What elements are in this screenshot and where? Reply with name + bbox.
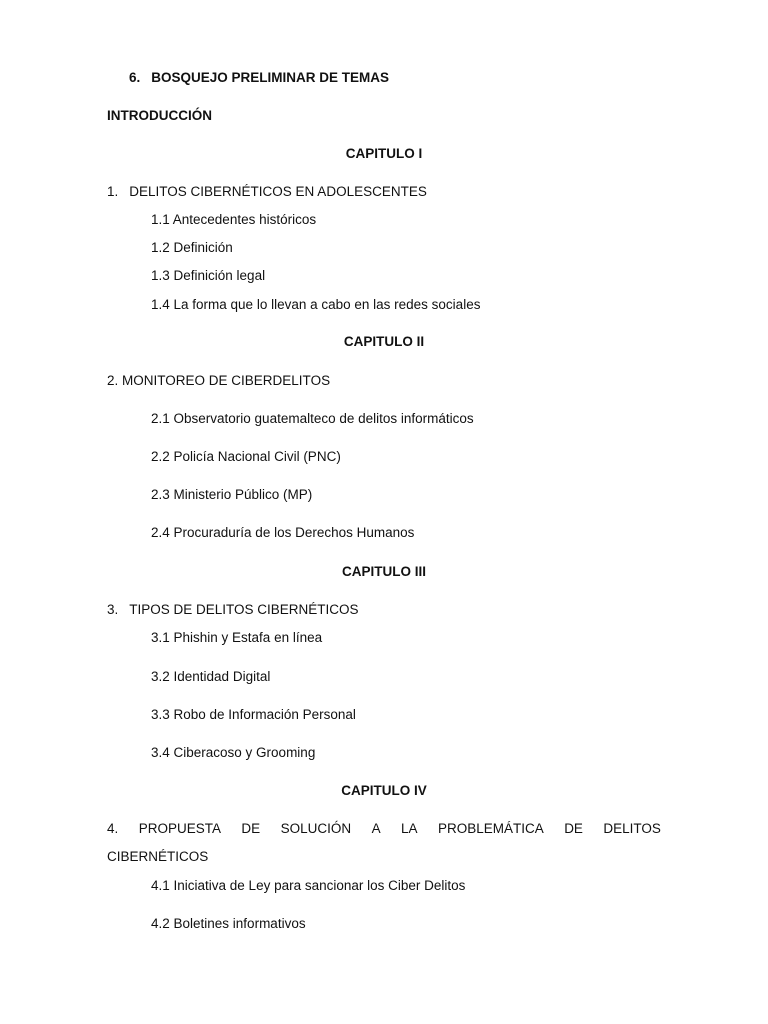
outline-item: 3.4 Ciberacoso y Grooming — [151, 745, 316, 760]
chapter-number: 2. — [107, 373, 119, 388]
chapter-number: 1. — [107, 184, 119, 199]
chapter-heading-text: TIPOS DE DELITOS CIBERNÉTICOS — [129, 602, 359, 617]
outline-item: 2.2 Policía Nacional Civil (PNC) — [151, 449, 341, 464]
section-number: 6. — [129, 70, 141, 85]
outline-item: 3.3 Robo de Información Personal — [151, 707, 356, 722]
chapter-title: CAPITULO I — [345, 146, 423, 161]
outline-item: 1.2 Definición — [151, 240, 233, 255]
heading-word: PROPUESTA — [138, 821, 221, 836]
outline-item: 3.1 Phishin y Estafa en línea — [151, 630, 323, 645]
chapter-number: 4. — [107, 821, 119, 836]
chapter-title: CAPITULO IV — [341, 783, 427, 798]
chapter-heading-justified — [107, 820, 661, 838]
chapter-heading — [107, 601, 359, 619]
chapter-heading — [107, 372, 330, 390]
heading-word: DE — [564, 821, 583, 836]
chapter-heading-continuation: CIBERNÉTICOS — [107, 849, 209, 864]
heading-word: A — [371, 821, 381, 836]
heading-word: LA — [401, 821, 418, 836]
outline-item: 4.2 Boletines informativos — [151, 916, 306, 931]
outline-item: 1.1 Antecedentes históricos — [151, 212, 317, 227]
chapter-title: CAPITULO III — [342, 564, 426, 579]
outline-item: 2.4 Procuraduría de los Derechos Humanos — [151, 525, 415, 540]
heading-word: PROBLEMÁTICA — [437, 821, 544, 836]
chapter-heading-text: DELITOS CIBERNÉTICOS EN ADOLESCENTES — [129, 184, 427, 199]
chapter-number: 3. — [107, 602, 119, 617]
chapter-heading-text: MONITOREO DE CIBERDELITOS — [122, 373, 331, 388]
chapter-heading — [107, 183, 427, 201]
outline-item: 1.3 Definición legal — [151, 268, 266, 283]
outline-item: 2.3 Ministerio Público (MP) — [151, 487, 313, 502]
introduction-heading: INTRODUCCIÓN — [107, 108, 212, 123]
heading-word: SOLUCIÓN — [280, 821, 352, 836]
heading-word: DE — [241, 821, 261, 836]
chapter-title: CAPITULO II — [343, 334, 425, 349]
outline-item: 4.1 Iniciativa de Ley para sancionar los Ciber Delitos — [151, 878, 466, 893]
outline-item: 2.1 Observatorio guatemalteco de delitos informáticos — [151, 411, 474, 426]
heading-word: DELITOS — [603, 821, 661, 836]
section-title: BOSQUEJO PRELIMINAR DE TEMAS — [151, 70, 390, 85]
outline-item: 3.2 Identidad Digital — [151, 669, 271, 684]
section-heading — [129, 69, 389, 87]
outline-item: 1.4 La forma que lo llevan a cabo en las redes sociales — [151, 297, 481, 312]
